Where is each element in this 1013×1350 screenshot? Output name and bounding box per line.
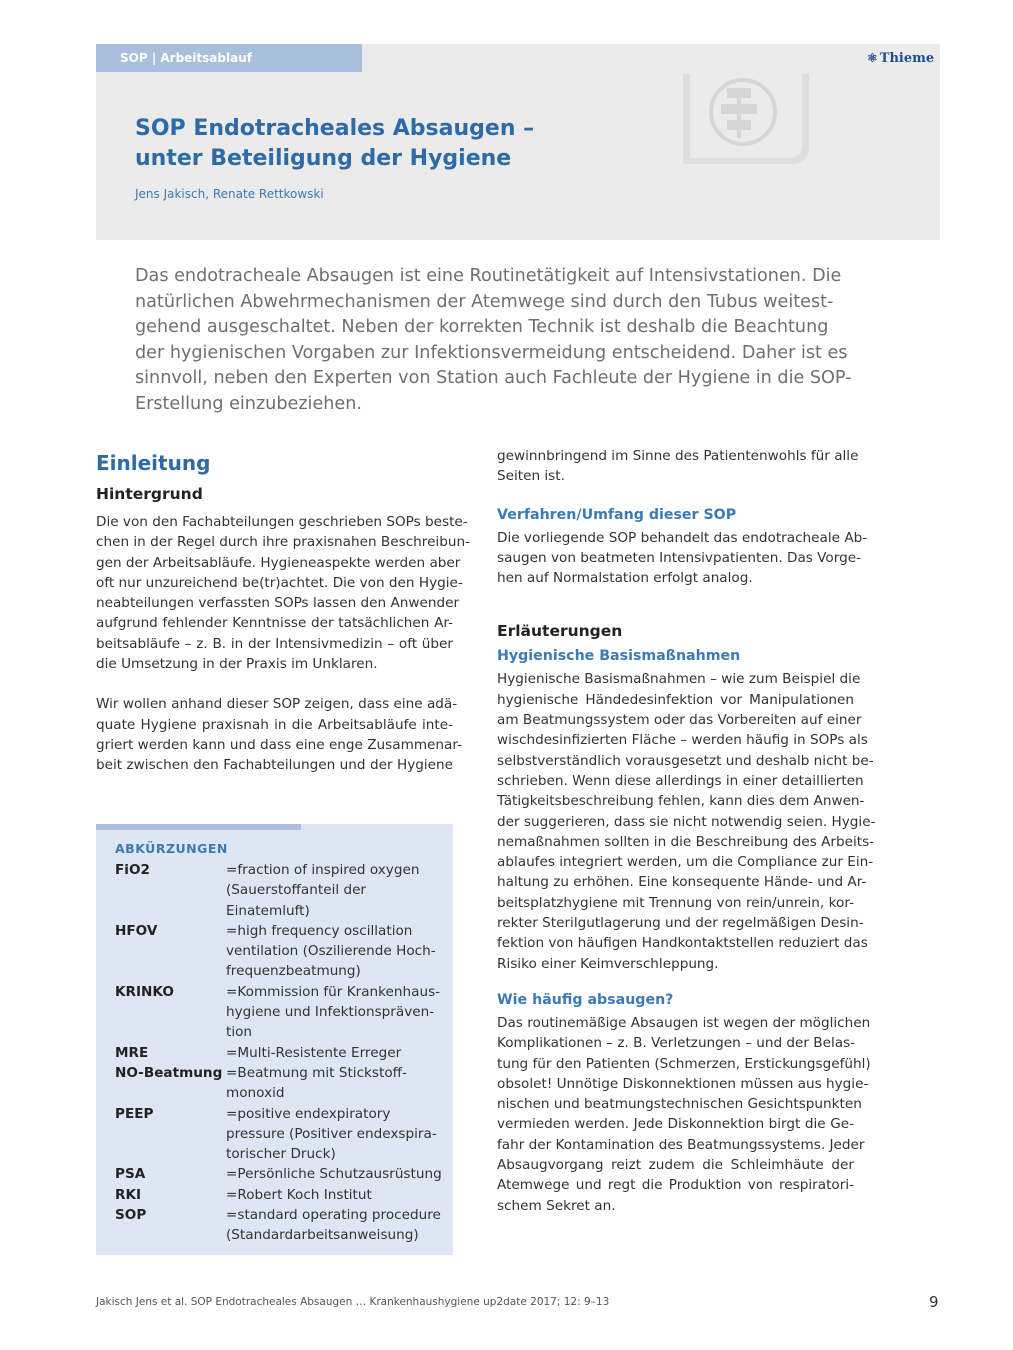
definition-line: =Robert Koch Institut — [226, 1186, 372, 1203]
abbreviation-term: HFOV — [115, 922, 158, 939]
definition-line: ventilation (Oszilierende Hoch- — [226, 943, 436, 960]
section-tag: SOP | Arbeitsablauf — [96, 44, 362, 72]
abbreviation-entry — [115, 1185, 440, 1205]
text-line: Die vorliegende SOP behandelt das endotracheale Ab- — [497, 529, 868, 546]
abbreviation-entry — [115, 1164, 440, 1184]
abbreviation-definition — [226, 860, 440, 921]
definition-line: =positive endexpiratory — [226, 1105, 391, 1122]
paragraph-background-2 — [96, 694, 462, 775]
text-line: am Beatmungssystem oder das Vorbereiten auf einer — [497, 712, 862, 729]
definition-line: =Multi-Resistente Erreger — [226, 1044, 402, 1061]
paragraph-basics — [497, 669, 876, 973]
abbreviation-entry — [115, 1104, 440, 1165]
article-title-line: SOP Endotracheales Absaugen – — [135, 116, 535, 141]
definition-line: pressure (Positiver endexspira- — [226, 1125, 437, 1142]
paragraph-continuation — [497, 446, 859, 487]
abbreviation-entry — [115, 1063, 440, 1104]
abbreviation-entry — [115, 982, 440, 1043]
text-line: beit zwischen den Fachabteilungen und der Hygiene — [96, 757, 453, 774]
abbreviations-title: ABKÜRZUNGEN — [115, 841, 228, 856]
text-line: neabteilungen verfassten SOPs lassen den Anwender — [96, 595, 460, 612]
definition-line: torischer Druck) — [226, 1146, 336, 1163]
abstract-line: sinnvoll, neben den Experten von Station auch Fachleute der Hygiene in die SOP- — [135, 368, 852, 388]
text-line: Komplikationen – z. B. Verletzungen – und der Belas- — [497, 1035, 856, 1052]
definition-line: monoxid — [226, 1085, 285, 1102]
page-number: 9 — [929, 1293, 939, 1311]
subheading-verfahren-umfang: Verfahren/Umfang dieser SOP — [497, 506, 737, 523]
article-title-line: unter Beteiligung der Hygiene — [135, 146, 512, 171]
abbreviation-term: PEEP — [115, 1105, 154, 1122]
text-line: vermieden werden. Jede Diskonnektion birgt die Ge- — [497, 1116, 854, 1133]
section-heading-einleitung: Einleitung — [96, 451, 211, 475]
text-line: aufgrund fehlender Kenntnisse der tatsächlichen Ar- — [96, 615, 453, 632]
text-line: fahr der Kontamination des Beatmungssystems. Jeder — [497, 1136, 865, 1153]
publisher-logo-text: Thieme — [879, 51, 935, 66]
abbreviation-entry — [115, 921, 440, 982]
footer-citation: Jakisch Jens et al. SOP Endotracheales Absaugen … Krankenhaushygiene up2date 2017; 12: 9–13 — [96, 1296, 610, 1308]
abbreviation-term: PSA — [115, 1166, 146, 1183]
subheading-erlaeuterungen: Erläuterungen — [497, 622, 623, 641]
text-line: wischdesinfizierten Fläche – werden häufig in SOPs als — [497, 732, 868, 749]
abbreviation-entry — [115, 1043, 440, 1063]
article-title — [135, 114, 655, 174]
text-line: obsolet! Unnötige Diskonnektionen müssen aus hygie- — [497, 1075, 869, 1092]
abbreviation-definition — [226, 1063, 440, 1104]
abstract-line: Das endotracheale Absaugen ist eine Routinetätigkeit auf Intensivstationen. Die — [135, 266, 842, 286]
text-line: schrieben. Wenn diese allerdings in einer detaillierten — [497, 772, 864, 789]
text-line: Seiten ist. — [497, 468, 565, 485]
text-line: gen der Arbeitsabläufe. Hygieneaspekte werden aber — [96, 554, 461, 571]
text-line: Risiko einer Keimverschleppung. — [497, 955, 719, 972]
text-line: Das routinemäßige Absaugen ist wegen der möglichen — [497, 1014, 871, 1031]
abstract-line: natürlichen Abwehrmechanismen der Atemwege sind durch den Tubus weitest- — [135, 291, 834, 312]
text-line: griert werden kann und dass eine enge Zusammenar- — [96, 736, 462, 753]
definition-line: =standard operating procedure — [226, 1207, 441, 1224]
definition-line: =Persönliche Schutzausrüstung — [226, 1166, 442, 1183]
abbreviation-term: SOP — [115, 1207, 147, 1224]
publisher-logo[interactable] — [867, 51, 934, 66]
text-line: die Umsetzung in der Praxis im Unklaren. — [96, 656, 378, 673]
paragraph-scope — [497, 528, 868, 589]
text-line: tung für den Patienten (Schmerzen, Erstickungsgefühl) — [497, 1055, 871, 1072]
abbreviation-definition — [226, 982, 440, 1043]
definition-line: =fraction of inspired oxygen — [226, 862, 420, 878]
abstract-line: der hygienischen Vorgaben zur Infektionsvermeidung entscheidend. Daher ist es — [135, 342, 848, 363]
left-column — [96, 450, 470, 776]
text-line: beitsabläufe – z. B. in der Intensivmedizin – oft über — [96, 635, 453, 652]
abbreviation-entry — [115, 1205, 440, 1246]
abbreviations-box — [96, 824, 453, 1255]
subheading-hintergrund: Hintergrund — [96, 485, 203, 503]
abbreviation-definition — [226, 1104, 440, 1165]
text-line: Atemwege und regt die Produktion von respiratori- — [497, 1177, 854, 1194]
definition-line: (Sauerstoffanteil der — [226, 882, 367, 899]
article-abstract — [135, 264, 852, 417]
text-line: haltung zu erhöhen. Eine konsequente Hände- und Ar- — [497, 874, 867, 891]
text-line: beitsplatzhygiene mit Trennung von rein/unrein, kor- — [497, 894, 854, 911]
text-line: rekter Sterilgutlagerung und der regelmäßigen Desin- — [497, 915, 864, 932]
abbreviation-entry — [115, 860, 440, 921]
text-line: nischen und beatmungstechnischen Gesichtspunkten — [497, 1096, 862, 1113]
abbreviations-list — [115, 860, 440, 1246]
text-line: chen in der Regel durch ihre praxisnahen Beschreibun- — [96, 534, 470, 551]
abbreviations-box-accent — [96, 824, 301, 830]
thieme-logo-icon: ⚛ — [867, 51, 878, 65]
subheading-wie-haeufig-absaugen: Wie häufig absaugen? — [497, 991, 674, 1008]
abbreviation-term: FiO2 — [115, 862, 150, 878]
abbreviation-term: RKI — [115, 1186, 142, 1203]
definition-line: Einatemluft) — [226, 902, 310, 919]
text-line: ablaufes integriert werden, um die Compliance zur Ein- — [497, 854, 874, 871]
abbreviation-term: NO-Beatmung — [115, 1064, 223, 1081]
text-line: hygienische Händedesinfektion vor Manipulationen — [497, 691, 854, 708]
text-line: Die von den Fachabteilungen geschrieben SOPs beste- — [96, 514, 468, 530]
definition-line: (Standardarbeitsanweisung) — [226, 1227, 419, 1244]
definition-line: frequenzbeatmung) — [226, 963, 361, 980]
definition-line: hygiene und Infektionspräven- — [226, 1004, 435, 1021]
text-line: oft nur unzureichend be(tr)achtet. Die von den Hygie- — [96, 574, 463, 591]
abbreviation-term: MRE — [115, 1044, 149, 1061]
text-line: der suggerieren, dass sie nicht notwendig seien. Hygie- — [497, 813, 876, 830]
article-authors: Jens Jakisch, Renate Rettkowski — [135, 187, 324, 201]
text-line: nemaßnahmen sollten in die Beschreibung des Arbeits- — [497, 833, 875, 850]
abstract-line: gehend ausgeschaltet. Neben der korrekten Technik ist deshalb die Beachtung — [135, 317, 829, 337]
text-line: schem Sekret an. — [497, 1197, 616, 1214]
abbreviation-definition — [226, 1164, 440, 1184]
text-line: saugen von beatmeten Intensivpatienten. Das Vorge- — [497, 549, 861, 566]
paragraph-background-1 — [96, 512, 470, 674]
abbreviation-definition — [226, 1185, 440, 1205]
text-line: fektion von häufigen Handkontaktstellen reduziert das — [497, 935, 868, 952]
flowchart-emblem-icon — [681, 74, 811, 168]
text-line: Hygienische Basismaßnahmen – wie zum Beispiel die — [497, 671, 861, 688]
text-line: Tätigkeitsbeschreibung fehlen, kann dies dem Anwen- — [497, 793, 865, 810]
text-line: quate Hygiene praxisnah in die Arbeitsabläufe inte- — [96, 716, 453, 733]
text-line: gewinnbringend im Sinne des Patientenwohls für alle — [497, 448, 859, 464]
abbreviation-term: KRINKO — [115, 983, 174, 1000]
abbreviation-definition — [226, 921, 440, 982]
text-line: Absaugvorgang reizt zudem die Schleimhäute der — [497, 1157, 854, 1174]
definition-line: tion — [226, 1024, 253, 1041]
definition-line: =Beatmung mit Stickstoff- — [226, 1064, 407, 1081]
abstract-line: Erstellung einzubeziehen. — [135, 393, 362, 414]
abbreviation-definition — [226, 1205, 440, 1246]
text-line: Wir wollen anhand dieser SOP zeigen, dass eine adä- — [96, 696, 458, 713]
paragraph-frequency — [497, 1013, 871, 1216]
right-column — [497, 446, 876, 1216]
abbreviation-definition — [226, 1043, 440, 1063]
text-line: selbstverständlich vorausgesetzt und deshalb nicht be- — [497, 752, 874, 769]
text-line: hen auf Normalstation erfolgt analog. — [497, 570, 753, 587]
subheading-hygienische-basismassnahmen: Hygienische Basismaßnahmen — [497, 648, 741, 665]
definition-line: =high frequency oscillation — [226, 922, 413, 939]
definition-line: =Kommission für Krankenhaus- — [226, 983, 441, 1000]
